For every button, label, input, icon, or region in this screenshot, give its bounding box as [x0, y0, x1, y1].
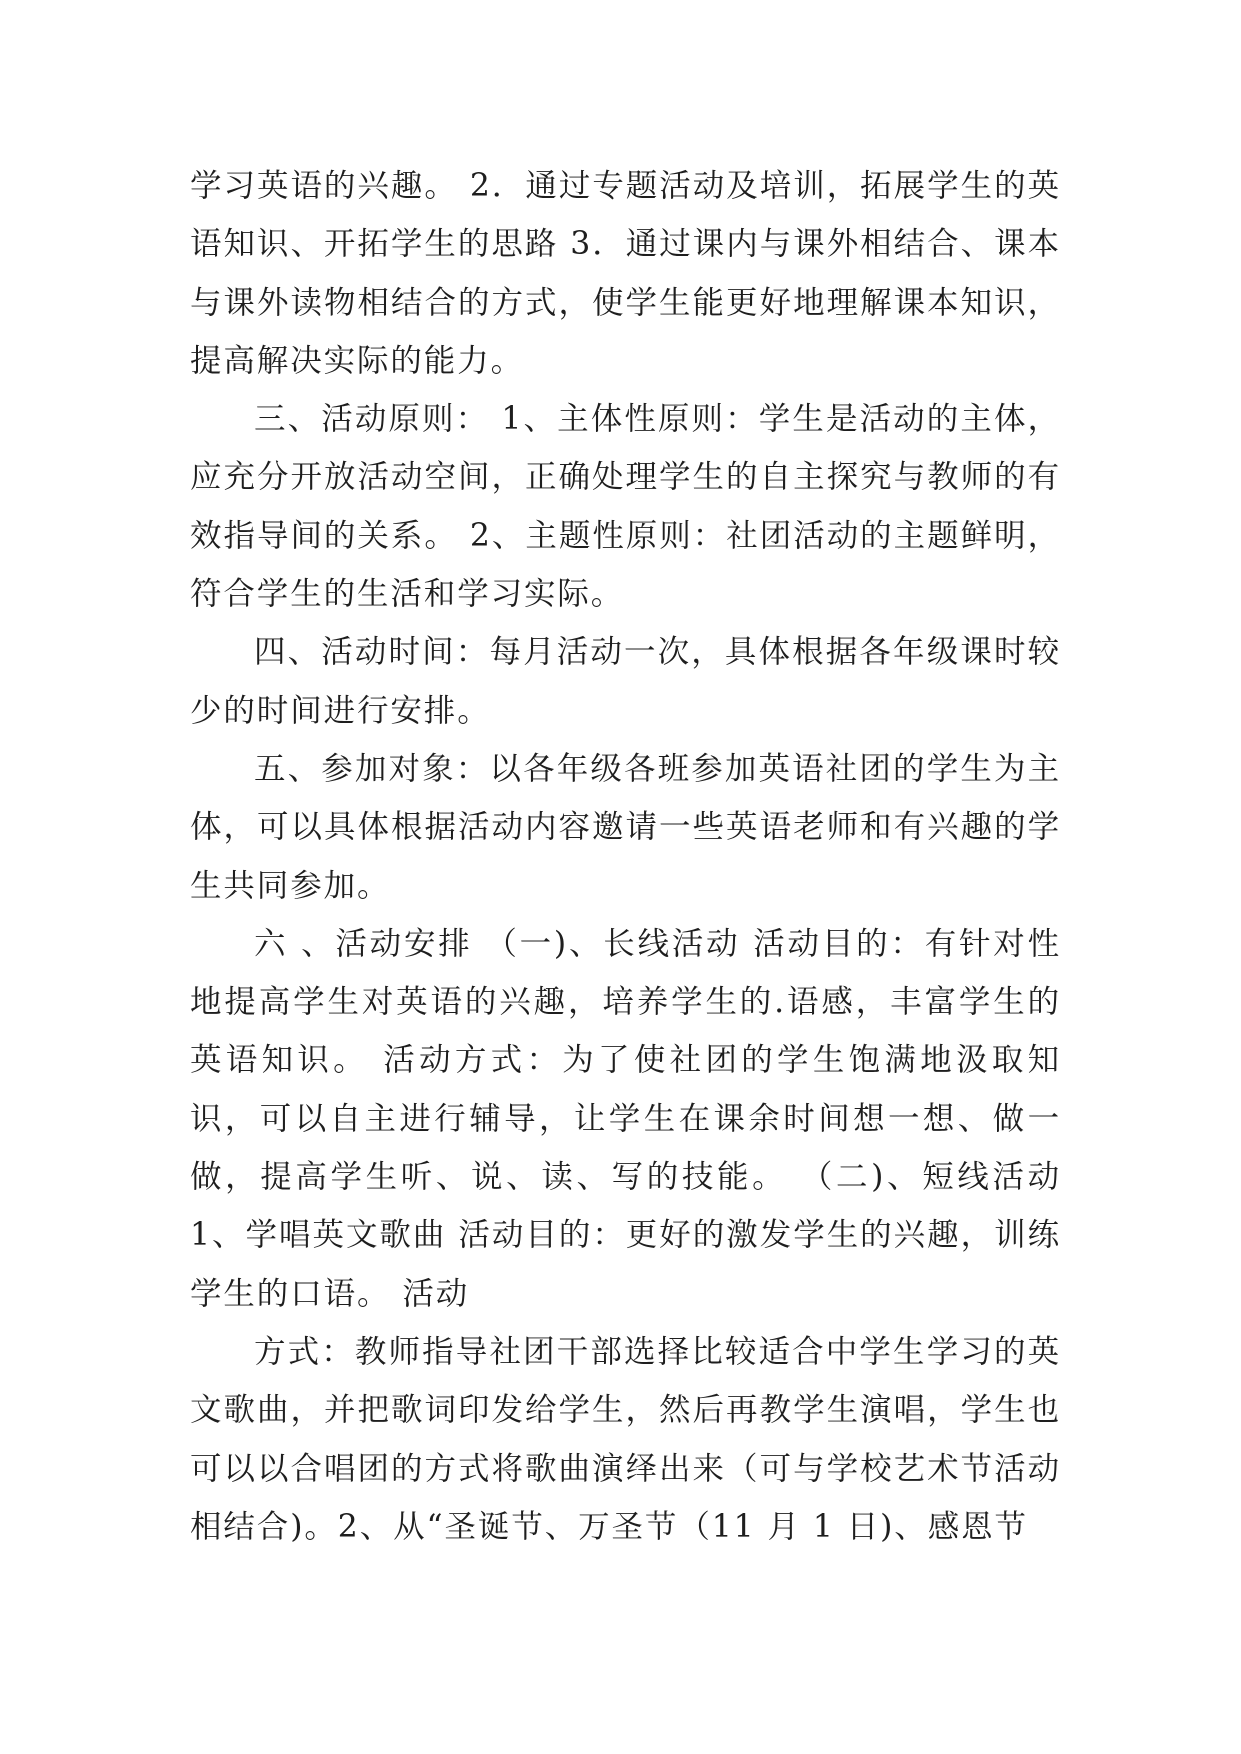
paragraph-goals-continued: 学习英语的兴趣。 2．通过专题活动及培训，拓展学生的英语知识、开拓学生的思路 3．通过课内与课外相结合、课本与课外读物相结合的方式，使学生能更好地理解课本知识，提高解决实际的能力。	[190, 168, 1061, 379]
paragraph-activity-principles: 三、活动原则： 1、主体性原则：学生是活动的主体，应充分开放活动空间，正确处理学生的自主探究与教师的有效指导间的关系。 2、主题性原则：社团活动的主题鲜明，符合学生的生活和学习实际。	[190, 401, 1061, 613]
document-page	[190, 157, 1061, 1556]
paragraph-activity-time: 四、活动时间：每月活动一次，具体根据各年级课时较少的时间进行安排。	[190, 634, 1061, 729]
paragraph-activity-arrangement: 六 、活动安排 （一)、长线活动 活动目的：有针对性地提高学生对英语的兴趣，培养学生的.语感，丰富学生的英语知识。 活动方式：为了使社团的学生饱满地汲取知识，可以自主进行辅导，让学生在课余时间想一想、做一做，提高学生听、说、读、写的技能。 （二)、短线活动 1、学唱英文歌曲 活动目的：更好的激发学生的兴趣，训练学生的口语。 活动	[190, 925, 1061, 1312]
paragraph-activity-method: 方式：教师指导社团干部选择比较适合中学生学习的英文歌曲，并把歌词印发给学生，然后再教学生演唱，学生也可以以合唱团的方式将歌曲演绎出来（可与学校艺术节活动相结合)。2、从“圣诞节、万圣节（11 月 1 日)、感恩节	[190, 1333, 1061, 1545]
paragraph-participants: 五、参加对象：以各年级各班参加英语社团的学生为主体，可以具体根据活动内容邀请一些英语老师和有兴趣的学生共同参加。	[190, 750, 1061, 904]
